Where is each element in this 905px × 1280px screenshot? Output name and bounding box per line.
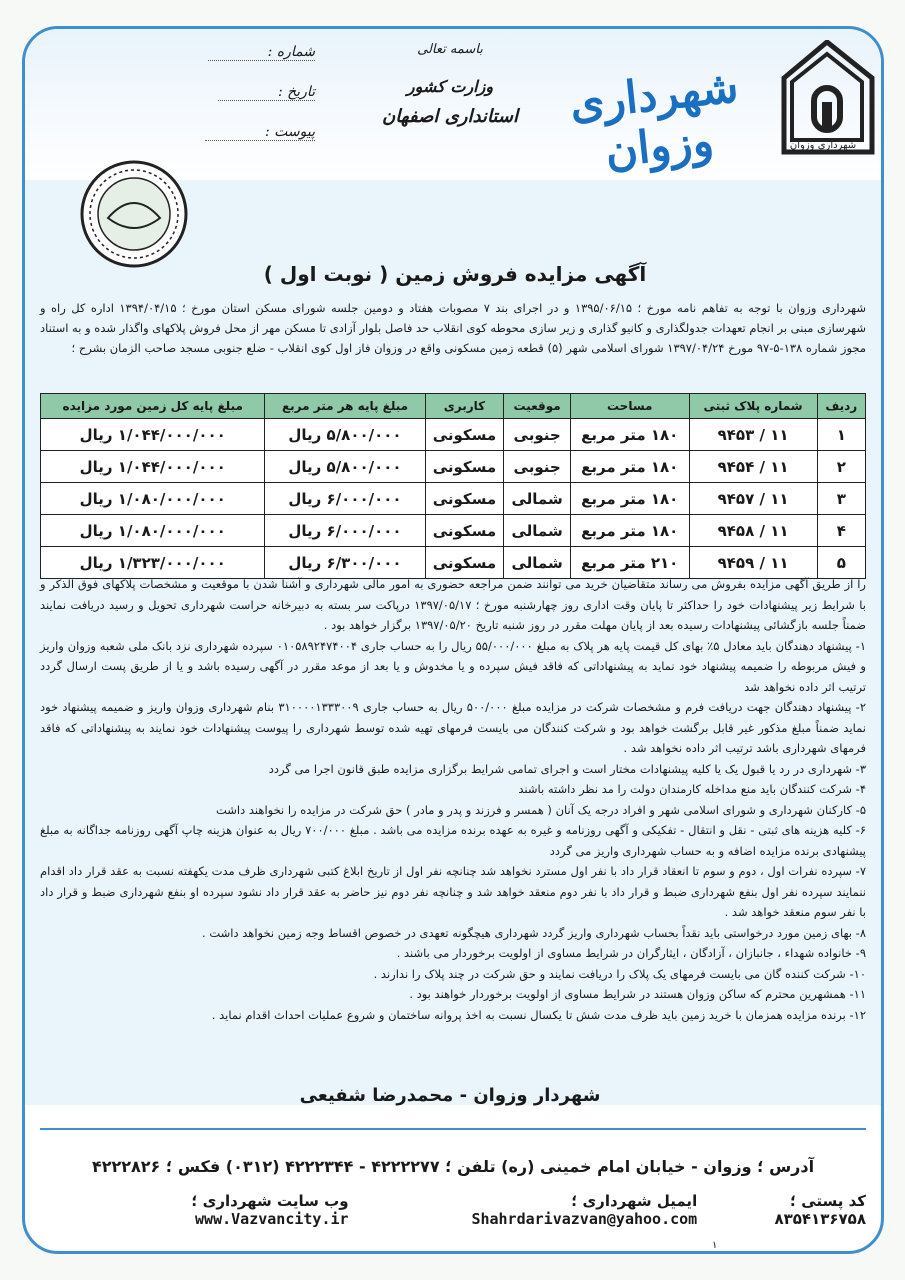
cell: جنوبی [504,451,571,483]
term-item: ۳- شهرداری در رد یا قبول یک یا کلیه پیشنهادات مختار است و اجرای تمامی شرایط برگزاری مزایده طبق قانون اجرا می گردد [268,761,866,776]
cell: ۱۱ / ۹۴۵۳ [689,419,817,451]
ref-date: تاریخ : [195,84,315,124]
letter-references [195,44,315,164]
ref-attachment: پیوست : [195,124,315,164]
cell: ۱۱ / ۹۴۵۹ [689,547,817,579]
cell: ۶/۳۰۰/۰۰۰ ریال [265,547,425,579]
cell: ۵ [817,547,865,579]
footer-divider [40,1128,866,1130]
website-block [40,1192,349,1228]
website-link[interactable]: www.Vazvancity.ir [195,1210,349,1228]
ref-number: شماره : [195,44,315,84]
cell: شمالی [504,483,571,515]
email-label: ایمیل شهرداری ؛ [571,1192,698,1210]
term-item: ۵- کارکنان شهرداری و شورای اسلامی شهر و افراد درجه یک آنان ( همسر و فرزند و پدر و مادر ) حق شرکت در مزایده را نخواهند داشت [215,802,866,817]
cell: مسکونی [425,483,504,515]
cell: ۶/۰۰۰/۰۰۰ ریال [265,483,425,515]
cell: ۵/۸۰۰/۰۰۰ ریال [265,419,425,451]
municipality-logo-text: شهرداری وزوان [567,61,741,178]
col-total-price: مبلغ پایه کل زمین مورد مزایده [41,394,265,419]
term-item: ۹- خانواده شهداء ، جانبازان ، آزادگان ، ایثارگران در شرایط مساوی از اولویت برخوردار می باشند . [396,946,866,960]
col-area: مساحت [570,394,689,419]
cell: ۱/۰۴۴/۰۰۰/۰۰۰ ریال [41,451,265,483]
cell: ۱۸۰ متر مربع [570,515,689,547]
postal-code: کد پستی ؛ ۸۳۵۴۱۳۶۷۵۸ [774,1192,866,1228]
col-row-no: ردیف [817,394,865,419]
intro-paragraph: شهرداری وزوان با توجه به تفاهم نامه مورخ ؛ ۱۳۹۵/۰۶/۱۵ و در اجرای بند ۷ مصوبات هفتاد و دومین جلسه شورای مسکن استان مورخ ؛ ۱۳۹۴/۰۴/۱۵ اداره کل راه و شهرسازی مبنی بر انجام تعهدات جدولگذاری و کانیو گذاری و زیر سازی محوطه کوی انقلاب حد فاصل بلوار آزادی تا مسکن مهر از محل فروش پلاکهای واگذار شده و به استناد مجوز شماره ۱۳۸-۵-۹۷ مورخ ۱۳۹۷/۰۴/۲۴ شورای اسلامی شهر (۵) قطعه زمین مسکونی واقع در وزوان فاز اول کوی انقلاب - ضلع جنوبی مسجد صاحب الزمان بشرح ؛ [40,301,866,355]
cell: ۱۱ / ۹۴۵۴ [689,451,817,483]
table-row [41,419,866,451]
cell: مسکونی [425,451,504,483]
col-plot-no: شماره پلاک ثبتی [689,394,817,419]
cell: ۲ [817,451,865,483]
support-iranian-goods-seal-icon [78,158,190,270]
term-item: ۱- پیشنهاد دهندگان باید معادل ۵٪ بهای کل قیمت پایه هر پلاک به مبلغ ۵۵/۰۰۰/۰۰۰ ریال را به حساب جاری ۰۱۰۵۸۹۲۴۷۴۰۰۴ سپرده شهرداری نزد بانک ملی شعبه وزوان واریز و فیش مربوطه را ضمیمه پیشنهاد خود نماید به پیشنهاداتی که فاقد فیش سپرده و یا مخدوش و یا بعد از موعد مقرر در آگهی رسیده باشد و یا از طریق پست ارسال گردد ترتیب اثر داده نخواهد شد [40,638,867,694]
cell: ۱ [817,419,865,451]
cell: شمالی [504,547,571,579]
table-row [41,483,866,515]
term-item: ۱۰- شرکت کننده گان می بایست فرمهای یک پلاک را دریافت نمایند و حق شرکت در چند پلاک را ندارند . [373,966,866,981]
term-item: ۲- پیشنهاد دهندگان جهت دریافت فرم و مشخصات شرکت در مزایده مبلغ ۵۰۰/۰۰۰ ریال به حساب جاری ۳۱۰۰۰۰۱۳۳۳۰۰۹ بنام شهرداری وزوان واریز و ضمیمه پیشنهاد خود نماید ضمناً مبلغ مذکور غیر قابل برگشت خواهد بود و شرکت کنندگان می بایست فرمهای تهیه شده توسط شهرداری را پیوست پیشنهادات خود نمایند به پیشنهاداتی که فاقد فرمهای شهرداری باشد ترتیب اثر داده نخواهد شد . [40,700,866,755]
terms-section [40,574,866,1025]
col-location: موقعیت [504,394,571,419]
footer-contact [40,1192,866,1228]
governorate-name: استانداری اصفهان [382,106,518,127]
bismillah: باسمه تعالی [417,42,483,57]
cell: ۱/۳۲۳/۰۰۰/۰۰۰ ریال [41,547,265,579]
page-title: آگهی مزایده فروش زمین ( نوبت اول ) [263,262,647,286]
cell: ۱/۰۸۰/۰۰۰/۰۰۰ ریال [41,515,265,547]
cell: مسکونی [425,547,504,579]
letterhead-center [370,42,530,127]
cell: ۱۱ / ۹۴۵۷ [689,483,817,515]
ministry-name: وزارت کشور [406,77,494,96]
term-item: ۸- بهای زمین مورد درخواستی باید نقداً بحساب شهرداری واریز گردد شهرداری هیچگونه تعهدی در خصوص اقساط وجه زمین نخواهد داشت . [202,925,866,940]
cell: ۱۸۰ متر مربع [570,451,689,483]
website-label: وب سایت شهرداری ؛ [191,1192,349,1210]
col-price-per-m2: مبلغ پایه هر متر مربع [265,394,425,419]
cell: مسکونی [425,419,504,451]
table-header-row [41,394,866,419]
table-row [41,515,866,547]
col-usage: کاربری [425,394,504,419]
page-number: ۱ [712,1240,718,1251]
email-link[interactable]: Shahrdarivazvan@yahoo.com [471,1210,698,1228]
logo-caption: شهرداری وزوان [789,140,857,151]
cell: مسکونی [425,515,504,547]
cell: شمالی [504,515,571,547]
term-item: ۶- کلیه هزینه های ثبتی - نقل و انتقال - تفکیکی و آگهی روزنامه و غیره به عهده برنده مزایده می باشد . مبلغ ۷۰۰/۰۰۰ ریال به عنوان هزینه چاپ آگهی روزنامه جداگانه به مبلغ پیشنهادی برنده مزایده اضافه و به حساب شهرداری واریز می گردد [40,823,866,858]
cell: ۱/۰۸۰/۰۰۰/۰۰۰ ریال [41,483,265,515]
municipality-logo-icon [780,40,875,155]
cell: ۱۱ / ۹۴۵۸ [689,515,817,547]
terms-intro: را از طریق آگهی مزایده بفروش می رساند متقاضیان خرید می توانند ضمن مراجعه حضوری به امور مالی شهرداری و آشنا شدن با موقعیت و مشخصات پلاکهای فوق الذکر و با شرایط زیر پیشنهادات خود را حداکثر تا پایان وقت اداری روز چهارشنبه مورخ ؛ ۱۳۹۷/۰۵/۱۷ درپاکت سر بسته به دبیرخانه حراست شهرداری تحویل و رسید دریافت نمایند ضمناً جلسه بازگشائی پیشنهادات رسیده بعد از پایان مهلت مقرر در روز شنبه تاریخ ۱۳۹۷/۰۵/۲۰ برگزار خواهد بود . [40,577,866,632]
cell: ۴ [817,515,865,547]
term-item: ۷- سپرده نفرات اول ، دوم و سوم تا انعقاد قرار داد با نفر اول مسترد نخواهد شد چنانچه نفر اول از تاریخ ابلاغ کتبی شهرداری ظرف مدت یکهفته نسبت به عقد قرار داد اقدام ننمایند سپرده نفر اول بنفع شهرداری ضبط و قرار داد با نفر دوم منعقد خواهد شد و چنانچه نفر دوم نیز حاضر به عقد قرار داد نشود سپرده او بنفع شهرداری ضبط و قرار داد با نفر سوم منعقد خواهد شد . [40,864,866,919]
cell: ۶/۰۰۰/۰۰۰ ریال [265,515,425,547]
term-item: ۴- شرکت کنندگان باید منع مداخله کارمندان دولت را مد نظر داشته باشند [518,782,866,796]
cell: جنوبی [504,419,571,451]
term-item: ۱۲- برنده مزایده همزمان با خرید زمین باید ظرف مدت شش تا یکسال نسبت به اخذ پروانه ساختمان و شروع عملیات احداث اقدام نماید . [211,1007,866,1022]
cell: ۱/۰۴۴/۰۰۰/۰۰۰ ریال [41,419,265,451]
cell: ۱۸۰ متر مربع [570,483,689,515]
cell: ۱۸۰ متر مربع [570,419,689,451]
email-block [349,1192,698,1228]
plots-table [40,393,866,579]
footer-address: آدرس ؛ وزوان - خیابان امام خمینی (ره) تلفن ؛ ۴۲۲۲۲۷۷ - ۴۲۲۲۳۴۴ (۰۳۱۲) فکس ؛ ۴۲۲۲۸۲۶ [91,1157,815,1176]
cell: ۳ [817,483,865,515]
mayor-signature: شهردار وزوان - محمدرضا شفیعی [299,1085,601,1106]
cell: ۵/۸۰۰/۰۰۰ ریال [265,451,425,483]
table-row [41,451,866,483]
cell: ۲۱۰ متر مربع [570,547,689,579]
term-item: ۱۱- همشهرین محترم که ساکن وزوان هستند در شرایط مساوی از اولویت برخوردار خواهند بود . [409,987,866,1001]
